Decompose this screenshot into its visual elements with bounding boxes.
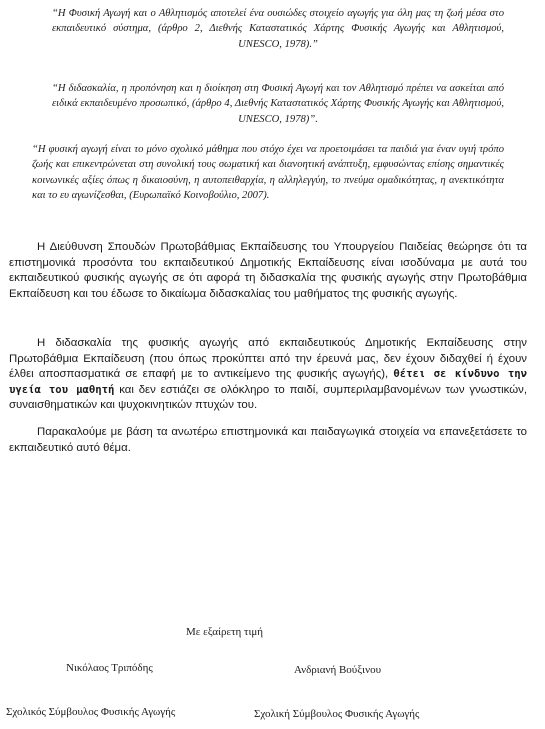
signatory-name-2: Ανδριανή Βούξινου [294, 664, 382, 676]
paragraph-health-risk [9, 336, 527, 414]
closing-salutation: Με εξαίρετη τιμή [186, 626, 264, 638]
quote-unesco-article-4: “Η διδασκαλία, η προπόνηση και η διοίκηση στη Φυσική Αγωγή και τον Αθλητισμό πρέπει να ασκείται από ειδικά εκπαιδευμένο προσωπικό, (άρθρο 4, Διεθνής Καταστατικός Χάρτης Φυσικής Αγωγής και Αθλητισμού, UNESCO, 1978)”. [52, 83, 504, 125]
paragraph-health-risk-emphasis: θέτει σε κίνδυνο την υγεία του μαθητή [9, 368, 528, 396]
paragraph-health-risk-end: και δεν εστιάζει σε ολόκληρο το παιδί, συμπεριλαμβανομένων των γνωστικών, συναισθηματικών και ψυχοκινητικών πτυχών του. [9, 383, 527, 411]
signatory-role-1: Σχολικός Σύμβουλος Φυσικής Αγωγής [6, 706, 176, 718]
quote-unesco-article-2: “Η Φυσική Αγωγή και ο Αθλητισμός αποτελεί ένα ουσιώδες στοιχείο αγωγής για όλη μας τη ζωή μέσα στο εκπαιδευτικό σύστημα, (άρθρο 2, Διεθνής Καταστατικός Χάρτης Φυσικής Αγωγής και Αθλητισμού, UNESCO, 1978).” [52, 8, 504, 50]
signatory-role-2: Σχολική Σύμβουλος Φυσικής Αγωγής [254, 708, 420, 720]
signatory-name-1: Νικόλαος Τριπόδης [66, 662, 153, 674]
paragraph-request: Παρακαλούμε με βάση τα ανωτέρω επιστημονικά και παιδαγωγικά στοιχεία να επανεξετάσετε το εκπαιδευτικό αυτό θέμα. [9, 426, 527, 454]
paragraph-ministry-decision: Η Διεύθυνση Σπουδών Πρωτοβάθμιας Εκπαίδευσης του Υπουργείου Παιδείας θεώρησε ότι τα επιστημονικά προσόντα του εκπαιδευτικού Δημοτικής Εκπαίδευσης είναι ισοδύναμα με αυτά του εκπαιδευτικού φυσικής αγωγής σε ότι αφορά τη διδασκαλία της φυσικής αγωγής στην Πρωτοβάθμια Εκπαίδευση και του έδωσε το δικαίωμα διδασκαλίας του μαθήματος της φυσικής αγωγής. [9, 241, 527, 300]
quote-european-parliament: “Η φυσική αγωγή είναι το μόνο σχολικό μάθημα που στόχο έχει να προετοιμάσει τα παιδιά για έναν υγιή τρόπο ζωής και επικεντρώνεται στη συνολική τους σωματική και διανοητική ανάπτυξη, εμφυσώντας επίσης σημαντικές κοινωνικές αξίες όπως η δικαιοσύνη, η αυτοπειθαρχία, η αλληλεγγύη, το πνεύμα ομαδικότητας, η ανεκτικότητα και το ευ αγωνίζεσθαι, (Ευρωπαϊκό Κοινοβούλιο, 2007). [32, 144, 504, 202]
paragraph-health-risk-start: Η διδασκαλία της φυσικής αγωγής από εκπαιδευτικούς Δημοτικής Εκπαίδευσης στην Πρωτοβάθμια Εκπαίδευση (που όπως προκύπτει από την έρευνά μας, δεν έχουν διδαχθεί ή έχουν έλθει αποσπασματικά σε επαφή με το αντικείμενο της φυσικής αγωγής), [9, 337, 527, 380]
